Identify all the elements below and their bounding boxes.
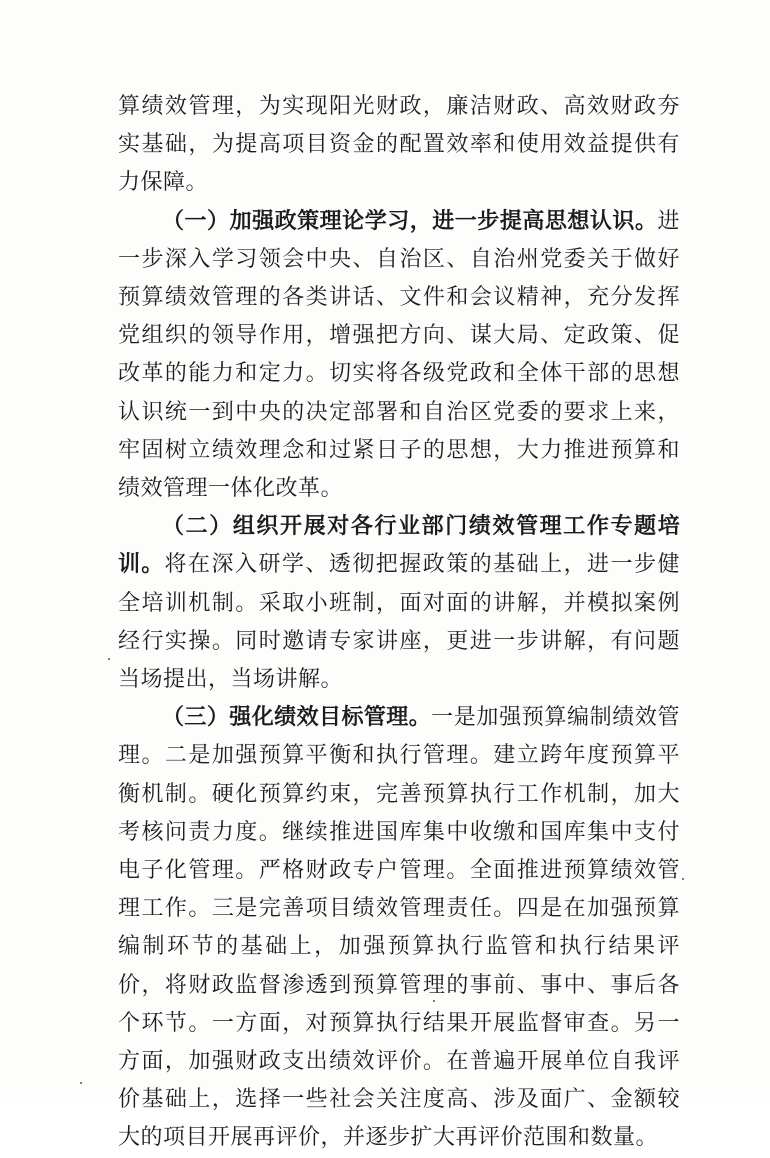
section-3-paragraph <box>118 699 680 1157</box>
scan-speck <box>108 658 110 660</box>
section-2-body: 将在深入研学、透彻把握政策的基础上，进一步健全培训机制。采取小班制，面对面的讲解，并模拟案例经行实操。同时邀请专家讲座，更进一步讲解，有问题当场提出，当场讲解。 <box>118 552 680 693</box>
section-2-heading: （二）组织开展对各行业部门绩效管理工作专题培训。 <box>118 514 680 578</box>
scan-speck <box>80 1082 82 1084</box>
scan-speck <box>433 1000 435 1002</box>
document-body <box>118 88 680 1158</box>
section-1-body: 进一步深入学习领会中央、自治区、自治州党委关于做好预算绩效管理的各类讲话、文件和会议精神，充分发挥党组织的领导作用，增强把方向、谋大局、定政策、促改革的能力和定力。切实将各级党政和全体干部的思想认识统一到中央的决定部署和自治区党委的要求上来，牢固树立绩效理念和过紧日子的思想，大力推进预算和绩效管理一体化改革。 <box>118 208 680 502</box>
scan-speck <box>682 878 684 880</box>
intro-paragraph: 算绩效管理，为实现阳光财政，廉洁财政、高效财政夯实基础，为提高项目资金的配置效率和使用效益提供有力保障。 <box>118 94 680 196</box>
section-3-body: 一是加强预算编制绩效管理。二是加强预算平衡和执行管理。建立跨年度预算平衡机制。硬化预算约束，完善预算执行工作机制，加大考核问责力度。继续推进国库集中收缴和国库集中支付电子化管理。严格财政专户管理。全面推进预算绩效管理工作。三是完善项目绩效管理责任。四是在加强预算编制环节的基础上，加强预算执行监管和执行结果评价，将财政监督渗透到预算管理的事前、事中、事后各个环节。一方面，对预算执行结果开展监督审查。另一方面，加强财政支出绩效评价。在普遍开展单位自我评价基础上，选择一些社会关注度高、涉及面广、金额较大的项目开展再评价，并逐步扩大再评价范围和数量。 <box>118 705 680 1151</box>
section-3-heading: （三）强化绩效目标管理。 <box>162 705 432 731</box>
section-2-paragraph <box>118 508 680 699</box>
section-1-heading: （一）加强政策理论学习，进一步提高思想认识。 <box>162 208 658 234</box>
section-1-paragraph <box>118 203 680 509</box>
